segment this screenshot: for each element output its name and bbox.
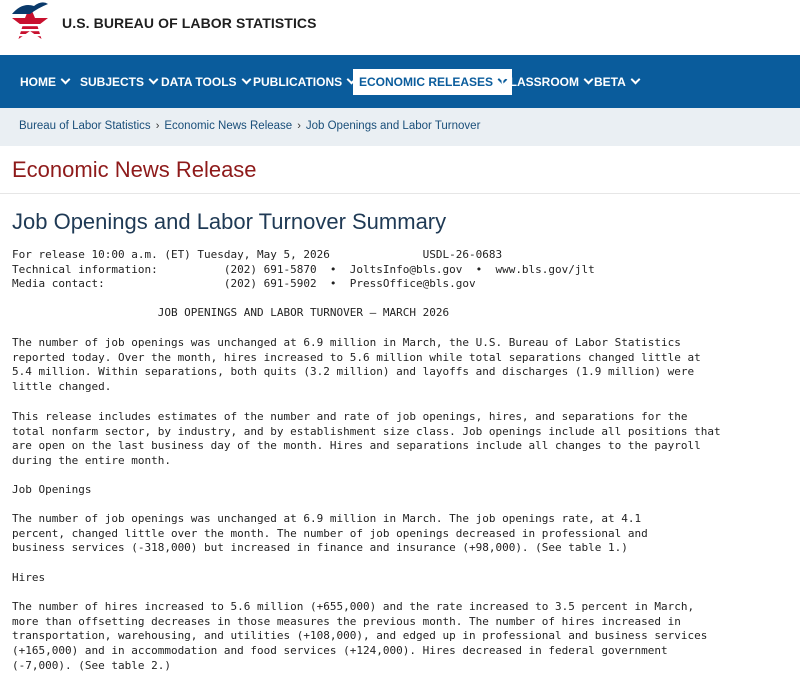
release-line-2: Technical information: (202) 691-5870 • JoltsInfo@bls.gov • www.bls.gov/jlt (12, 263, 595, 276)
nav-home[interactable] (14, 69, 75, 95)
paragraph-hires: The number of hires increased to 5.6 million (+655,000) and the rate increased to 3.5 percent in March, more than offsetting decreases in those measures the previous month. The number of hires increased in transportation, warehousing, and utilities (+108,000), and edged up in professional and business services (+165,000) and in accommodation and food services (+124,000). Hires decreased in federal government (-7,000). (See table 2.) (12, 600, 708, 672)
nav-label: ECONOMIC RELEASES (359, 75, 494, 89)
chevron-down-icon (61, 75, 71, 85)
main-nav (0, 55, 800, 108)
heading-job-openings: Job Openings (12, 483, 92, 496)
nav-label: DATA TOOLS (161, 75, 237, 89)
nav-publications[interactable] (247, 69, 361, 95)
paragraph-scope: This release includes estimates of the number and rate of job openings, hires, and separations for the total nonfarm sector, by industry, and by establishment size class. Job openings include all positions that are open on the last business day of the month. Hires and separations include all changes to the payroll during the entire month. (12, 410, 721, 468)
divider (0, 193, 800, 194)
site-header (0, 0, 800, 55)
paragraph-job-openings: The number of job openings was unchanged at 6.9 million in March. The job openings rate, at 4.1 percent, changed little over the month. The number of job openings decreased in professional and business services (-318,000) but increased in finance and insurance (+98,000). (See table 1.) (12, 512, 648, 555)
release-line-3: Media contact: (202) 691-5902 • PressOffice@bls.gov (12, 277, 476, 290)
chevron-right-icon: › (155, 120, 160, 132)
nav-label: PUBLICATIONS (253, 75, 343, 89)
org-name[interactable]: U.S. BUREAU OF LABOR STATISTICS (62, 15, 317, 31)
release-line-1: For release 10:00 a.m. (ET) Tuesday, May 5, 2026 USDL-26-0683 (12, 248, 503, 261)
breadcrumb-link-bls[interactable]: Bureau of Labor Statistics (19, 120, 151, 132)
nav-label: BETA (594, 75, 626, 89)
nav-label: HOME (20, 75, 56, 89)
nav-classroom[interactable] (495, 69, 598, 95)
nav-beta[interactable] (588, 69, 645, 95)
release-heading: JOB OPENINGS AND LABOR TURNOVER – MARCH 2026 (12, 306, 450, 319)
bls-star-logo-icon[interactable] (8, 0, 52, 46)
nav-data-tools[interactable] (155, 69, 256, 95)
breadcrumb (19, 120, 480, 132)
breadcrumb-link-jolts[interactable]: Job Openings and Labor Turnover (305, 120, 481, 132)
chevron-right-icon: › (297, 120, 301, 132)
chevron-down-icon (630, 75, 640, 85)
breadcrumb-link-economic-news-release[interactable]: Economic News Release (164, 120, 293, 132)
nav-label: CLASSROOM (501, 75, 579, 89)
breadcrumb-bar (0, 108, 800, 146)
nav-subjects[interactable] (74, 69, 163, 95)
page-title: Job Openings and Labor Turnover Summary (12, 209, 447, 234)
nav-economic-releases[interactable] (353, 69, 512, 95)
heading-hires: Hires (12, 571, 46, 584)
section-title: Economic News Release (12, 157, 257, 182)
paragraph-summary: The number of job openings was unchanged at 6.9 million in March, the U.S. Bureau of Labor Statistics reported today. Over the month, hires increased to 5.6 million while total separations changed little at 5.4 million. Within separations, both quits (3.2 million) and layoffs and discharges (1.9 million) were little changed. (12, 336, 701, 394)
nav-label: SUBJECTS (80, 75, 145, 89)
